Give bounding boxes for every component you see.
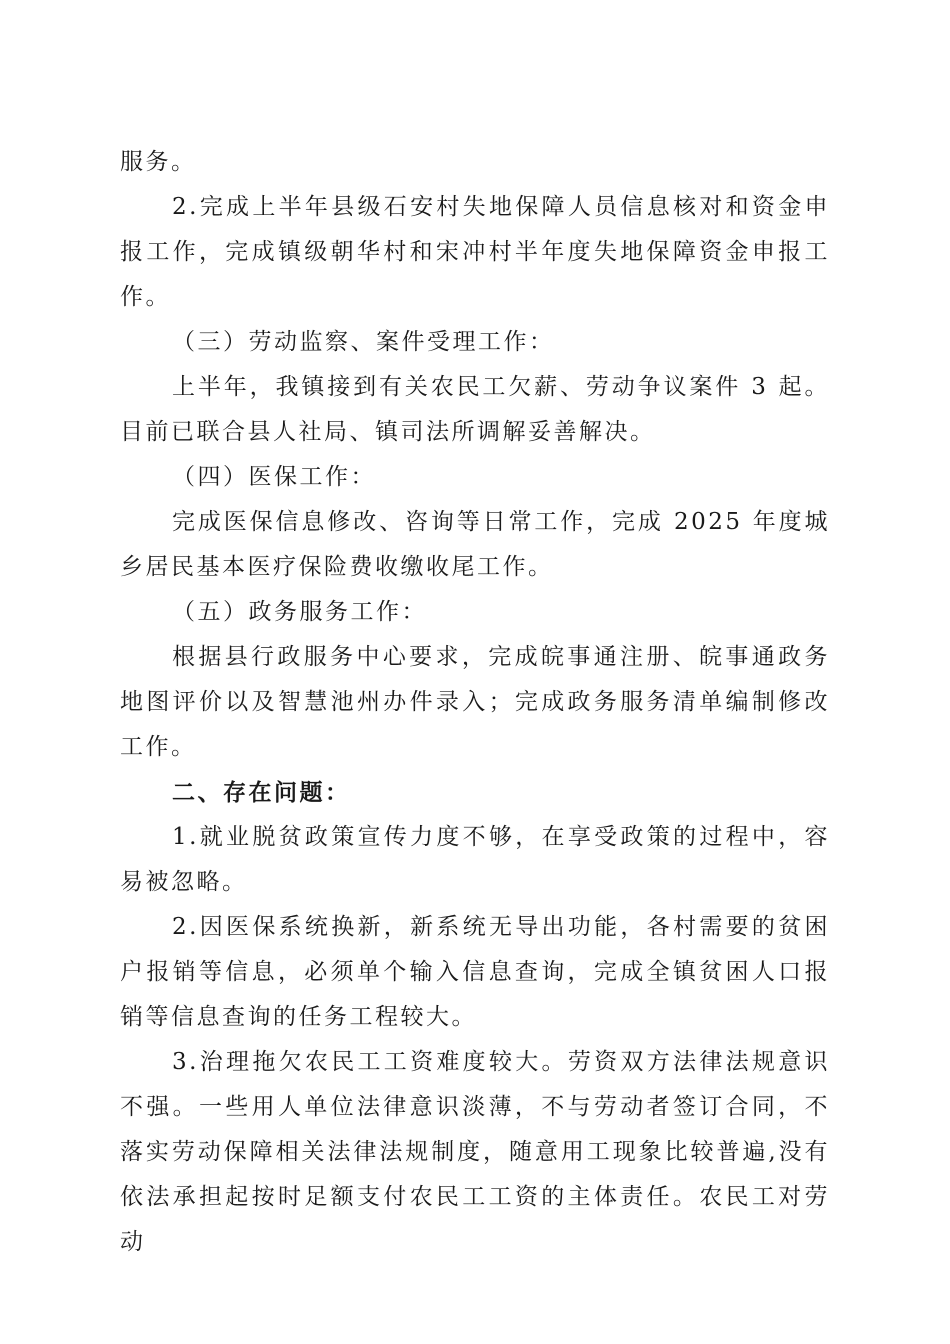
paragraph-government-services: 根据县行政服务中心要求，完成皖事通注册、皖事通政务地图评价以及智慧池州办件录入；完成政务服务清单编制修改工作。 [120,644,830,760]
paragraph-problem-3: 3.治理拖欠农民工工资难度较大。劳资双方法律法规意识不强。一些用人单位法律意识淡薄，不与劳动者签订合同，不落实劳动保障相关法律法规制度，随意用工现象比较普遍,没有依法承担起按时足额支付农民工工资的主体责任。农民工对劳动 [120,1049,830,1255]
heading-government-services: （五）政务服务工作： [172,599,427,625]
heading-medical-insurance: （四）医保工作： [172,464,376,490]
paragraph-labor-cases: 上半年，我镇接到有关农民工欠薪、劳动争议案件 3 起。目前已联合县人社局、镇司法所调解妥善解决。 [120,374,830,445]
paragraph-medical-insurance: 完成医保信息修改、咨询等日常工作，完成 2025 年度城乡居民基本医疗保险费收缴收尾工作。 [120,509,830,580]
paragraph-continuation: 服务。 [120,149,197,175]
paragraph-problem-1: 1.就业脱贫政策宣传力度不够，在享受政策的过程中，容易被忽略。 [120,824,830,895]
paragraph-problem-2: 2.因医保系统换新，新系统无导出功能，各村需要的贫困户报销等信息，必须单个输入信息查询，完成全镇贫困人口报销等信息查询的任务工程较大。 [120,914,830,1030]
paragraph-item-2-land-security: 2.完成上半年县级石安村失地保障人员信息核对和资金申报工作，完成镇级朝华村和宋冲村半年度失地保障资金申报工作。 [120,194,830,310]
section-heading-problems: 二、存在问题： [172,779,351,806]
document-body [120,140,830,1265]
heading-labor-inspection: （三）劳动监察、案件受理工作： [172,329,555,355]
